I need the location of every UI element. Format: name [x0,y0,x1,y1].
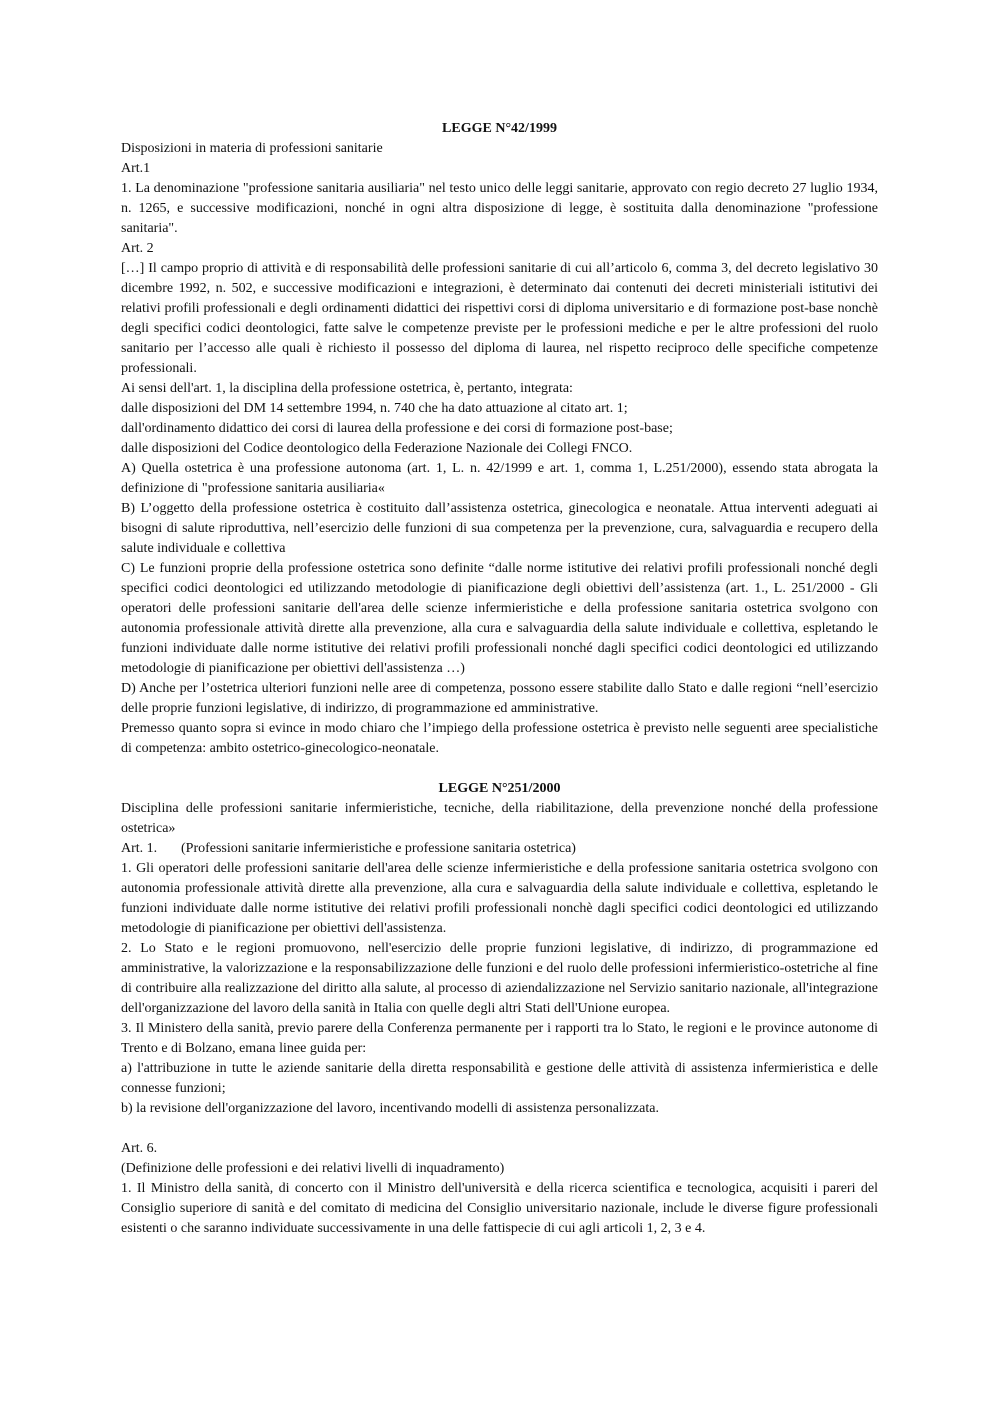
law-42-art1-heading: Art.1 [121,161,151,176]
law-251-subtitle: Disciplina delle professioni sanitarie infermieristiche, tecniche, della riabilitazione, della prevenzione nonché della professione ostetrica» [121,801,878,836]
law-251-art1-heading-line [121,839,878,859]
law-42-point-c: C) Le funzioni proprie della professione ostetrica sono definite “dalle norme istitutive dei relativi profili professionali nonché degli specifici codici deontologici ed utilizzando metodologie di pianificazione degli obiettivi dell’assistenza (art. 1., L. 251/2000 - Gli operatori delle professioni sanitarie dell'area delle scienze infermieristiche e della professione sanitaria ostetrica svolgono con autonomia professionale attività dirette alla prevenzione, alla cura e salvaguardia della salute individuale e collettiva, espletando le funzioni individuate dalle norme istitutive dei relativi profili professionali nonché dagli specifici codici deontologici ed utilizzando metodologie di pianificazione per obiettivi dell'assistenza …) [121,561,878,676]
law-42-point-a: A) Quella ostetrica è una professione autonoma (art. 1, L. n. 42/1999 e art. 1, comma 1, L.251/2000), essendo stata abrogata la definizione di "professione sanitaria ausiliaria« [121,461,878,496]
document-page [121,119,878,1239]
law-251-art1-paragraph-3: 3. Il Ministero della sanità, previo parere della Conferenza permanente per i rapporti tra lo Stato, le regioni e le province autonome di Trento e di Bolzano, emana linee guida per: [121,1021,878,1056]
law-251-art6-subheading: (Definizione delle professioni e dei relativi livelli di inquadramento) [121,1161,505,1176]
law-42-list-item-3: dalle disposizioni del Codice deontologico della Federazione Nazionale dei Collegi FNCO. [121,441,633,456]
law-251-art6-paragraph: 1. Il Ministro della sanità, di concerto con il Ministro dell'università e della ricerca scientifica e tecnologica, acquisiti i pareri del Consiglio superiore di sanità e del comitato di medicina del Consiglio universitario nazionale, include le diverse figure professionali esistenti o che saranno individuate successivamente in una delle fattispecie di cui agli articoli 1, 2, 3 e 4. [121,1181,878,1236]
law-42-subtitle: Disposizioni in materia di professioni sanitarie [121,141,383,156]
law-251-art1-heading: Art. 1. [121,841,158,856]
law-251-art1-paragraph-1: 1. Gli operatori delle professioni sanitarie dell'area delle scienze infermieristiche e della professione sanitaria ostetrica svolgono con autonomia professionale attività dirette alla prevenzione, alla cura e salvaguardia della salute individuale e collettiva, espletando le funzioni individuate dalle norme istitutive dei relativi profili professionali nonchè dagli specifici codici deontologici ed utilizzando metodologie di pianificazione per obiettivi dell'assistenza. [121,861,878,936]
law-42-list-item-1: dalle disposizioni del DM 14 settembre 1994, n. 740 che ha dato attuazione al citato art. 1; [121,401,628,416]
law-251-art1-subheading: (Professioni sanitarie infermieristiche e professione sanitaria ostetrica) [181,841,576,856]
law-42-point-b: B) L’oggetto della professione ostetrica è costituito dall’assistenza ostetrica, ginecologica e neonatale. Attua interventi adeguati ai bisogni di salute riproduttiva, nell’esercizio delle funzioni di sua competenza per la prevenzione, cura, salvaguardia e recupero della salute individuale e collettiva [121,501,878,556]
law-251-art1-item-b: b) la revisione dell'organizzazione del lavoro, incentivando modelli di assistenza personalizzata. [121,1101,659,1116]
law-42-art1-paragraph: 1. La denominazione "professione sanitaria ausiliaria" nel testo unico delle leggi sanitarie, approvato con regio decreto 27 luglio 1934, n. 1265, e successive modificazioni, nonché in ogni altra disposizione di legge, è sostituita dalla denominazione "professione sanitaria". [121,181,878,236]
law-42-premesso: Premesso quanto sopra si evince in modo chiaro che l’impiego della professione ostetrica è previsto nelle seguenti aree specialistiche di competenza: ambito ostetrico-ginecologico-neonatale. [121,721,878,756]
law-42-art2-paragraph: […] Il campo proprio di attività e di responsabilità delle professioni sanitarie di cui all’articolo 6, comma 3, del decreto legislativo 30 dicembre 1992, n. 502, e successive modificazioni e integrazioni, è determinato dai contenuti dei decreti ministeriali istitutivi dei relativi profili professionali e degli ordinamenti didattici dei rispettivi corsi di diploma universitario e di formazione post-base nonchè degli specifici codici deontologici, fatte salve le competenze previste per le professioni mediche e per le altre professioni del ruolo sanitario per l’accesso alle quali è richiesto il possesso del diploma di laurea, nel rispetto reciproco delle specifiche competenze professionali. [121,261,878,376]
law-251-art1-item-a: a) l'attribuzione in tutte le aziende sanitarie della diretta responsabilità e gestione delle attività di assistenza infermieristica e delle connesse funzioni; [121,1061,878,1096]
law-251-title: LEGGE N°251/2000 [438,781,561,796]
law-42-list-item-2: dall'ordinamento didattico dei corsi di laurea della professione e dei corsi di formazione post-base; [121,421,673,436]
law-42-ai-sensi: Ai sensi dell'art. 1, la disciplina della professione ostetrica, è, pertanto, integrata: [121,381,573,396]
law-251-art6-heading: Art. 6. [121,1141,158,1156]
law-42-title: LEGGE N°42/1999 [442,121,557,136]
law-42-art2-heading: Art. 2 [121,241,154,256]
law-251-art1-paragraph-2: 2. Lo Stato e le regioni promuovono, nell'esercizio delle proprie funzioni legislative, di indirizzo, di programmazione ed amministrative, la valorizzazione e la responsabilizzazione delle funzioni e del ruolo delle professioni infermieristico-ostetriche al fine di contribuire alla realizzazione del diritto alla salute, al processo di aziendalizzazione nel Servizio sanitario nazionale, all'integrazione dell'organizzazione del lavoro della sanità in Italia con quelle degli altri Stati dell'Unione europea. [121,941,878,1016]
law-42-point-d: D) Anche per l’ostetrica ulteriori funzioni nelle aree di competenza, possono essere stabilite dallo Stato e dalle regioni “nell’esercizio delle proprie funzioni legislative, di indirizzo, di programmazione ed amministrative. [121,681,878,716]
